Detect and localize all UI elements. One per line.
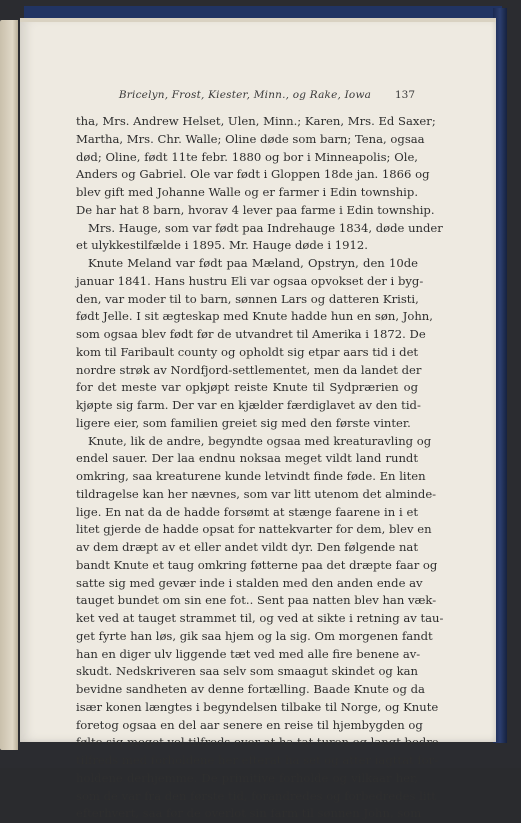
text-line: Mrs. Hauge, som var født paa Indrehauge 1834, døde under: [88, 220, 443, 235]
text-line: ligere eier, som familien greiet sig med den første vinter.: [76, 415, 411, 430]
text-line: tildragelse kan her nævnes, som var litt utenom det alminde-: [76, 486, 437, 501]
text-line: for det meste var opkjøpt reiste Knute til Sydprærien og: [76, 380, 418, 395]
text-line: bandt Knute et taug omkring føtterne paa det dræpte faar og: [76, 557, 438, 572]
text-line: foretog ogsaa en del aar senere en reise til hjembygden og: [76, 717, 423, 732]
text-line: et ulykkestilfælde i 1895. Mr. Hauge døde i 1912.: [76, 238, 368, 253]
text-line: lige. En nat da de hadde forsømt at stænge faarene in i et: [76, 504, 418, 519]
text-line: kom til Faribault county og opholdt sig etpar aars tid i det: [76, 344, 419, 359]
text-line: Knute, lik de andre, begyndte ogsaa med kreaturavling og: [88, 433, 432, 448]
text-line: han en diger ulv liggende tæt ved med alle fire benene av-: [76, 646, 421, 661]
text-line: blev gift med Johanne Walle og er farmer i Edin township.: [76, 185, 418, 199]
text-line: tauget bundet om sin ene fot.. Sent paa natten blev han væk-: [76, 593, 437, 608]
text-line: Anders og Gabriel. Ole var født i Gloppen 18de jan. 1866 og: [76, 167, 430, 182]
page-top-shadow: [20, 18, 496, 22]
text-line: litet gjerde de hadde opsat for nattekvarter for dem, blev en: [76, 522, 432, 537]
text-line: nordre strøk av Nordfjord-settlementet, men da landet der: [76, 362, 422, 377]
book-left-page-edge: [0, 20, 18, 750]
page-number: 137: [395, 89, 416, 101]
text-line: tilfreds med forholdene her efterat ha set og atter iagttat for-: [76, 753, 439, 767]
text-line: januar 1841. Hans hustru Eli var ogsaa opvokset der i byg-: [76, 273, 424, 288]
body-text: [76, 113, 444, 823]
text-line: omkring, saa kreaturene kunde letvindt finde føde. En liten: [76, 469, 426, 483]
text-line: Martha, Mrs. Chr. Walle; Oline døde som barn; Tena, ogsaa: [76, 131, 425, 146]
text-line: tha, Mrs. Andrew Helset, Ulen, Minn.; Karen, Mrs. Ed Saxer;: [76, 114, 436, 128]
text-line: kjøpte sig farm. Der var en kjælder færdiglavet av den tid-: [76, 398, 421, 412]
text-line: følte sig meget vel tilfreds over at ha tat turen og langt bedre: [76, 735, 439, 750]
running-head: Bricelyn, Frost, Kiester, Minn., og Rake, Iowa: [118, 89, 372, 101]
text-line: holdene derhjemme. De primitive forholde og vilkaar her,: [76, 770, 418, 785]
text-line: De har hat 8 barn, hvorav 4 lever paa farme i Edin township.: [76, 202, 435, 217]
text-line: skudt. Nedskriveren saa selv som smaagut skindet og kan: [76, 664, 418, 679]
text-line: som ogsaa blev født før de utvandret til Amerika i 1872. De: [76, 327, 426, 341]
text-line: av dem dræpt av et eller andet vildt dyr. Den følgende nat: [76, 540, 418, 554]
text-line: født Jelle. I sit ægteskap med Knute hadde hun en søn, John,: [76, 309, 433, 324]
text-line: satte sig med gevær inde i stalden med den anden ende av: [76, 575, 423, 590]
text-line: død; Oline, født 11te febr. 1880 og bor i Minneapolis; Ole,: [76, 149, 418, 164]
text-line: ket ved at tauget strammet til, og ved at sikte i retning av tau-: [76, 611, 444, 625]
text-line: get fyrte han løs, gik saa hjem og la sig. Om morgenen fandt: [76, 628, 433, 643]
text-line: endel sauer. Der laa endnu noksaa meget vildt land rundt: [76, 451, 418, 466]
text-line: efterhvert, saa før de overlot sin farm til sønnen John, som: [76, 806, 422, 821]
text-line: Knute Meland var født paa Mæland, Opstryn, den 10de: [88, 256, 418, 270]
text-line: som de var fra den første tid, forandredes og forbedredes litt: [76, 788, 436, 803]
text-line: især konen længtes i begyndelsen tilbake til Norge, og Knute: [76, 699, 439, 714]
text-line: den, var moder til to barn, sønnen Lars og datteren Kristi,: [76, 291, 419, 306]
text-line: bevidne sandheten av denne fortælling. Baade Knute og da: [76, 682, 425, 696]
